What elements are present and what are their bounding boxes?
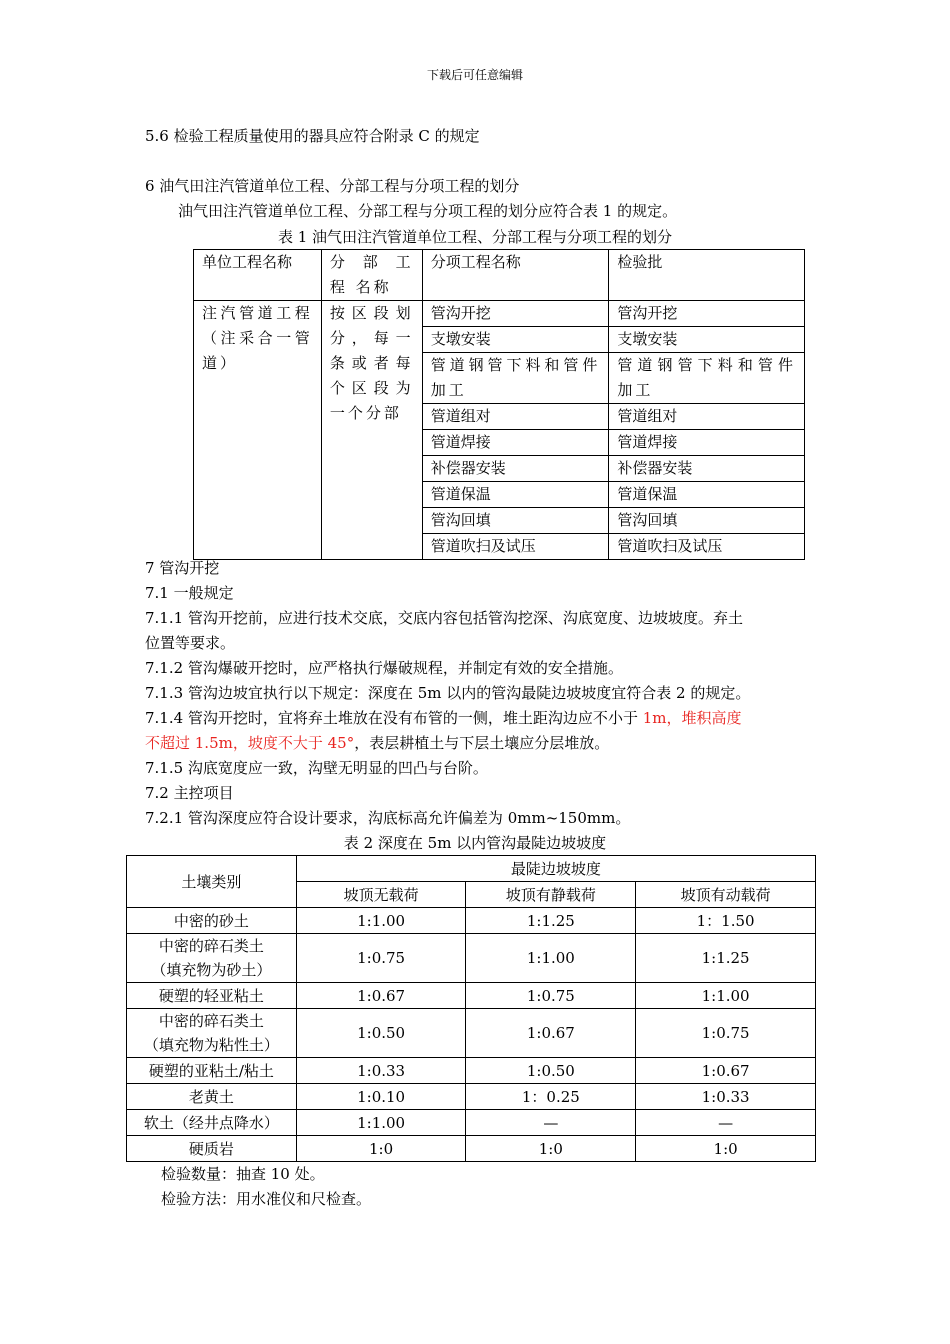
section-6-body: 油气田注汽管道单位工程、分部工程与分项工程的划分应符合表 1 的规定。	[178, 202, 678, 220]
table1-division-cell: 按区段划分，每一条或者每个区段为一个分部	[321, 301, 422, 560]
table1-cell: 支墩安装	[609, 327, 805, 353]
table2-soil-cell	[127, 1136, 297, 1162]
table1-cell: 管道焊接	[609, 430, 805, 456]
section-7-1-4-text-cont: ，表层耕植土与下层土壤应分层堆放。	[354, 734, 610, 752]
table2-header-cell: 坡顶无载荷	[296, 882, 466, 908]
soil-name: 硬质岩	[188, 1139, 234, 1158]
table-row	[127, 1084, 816, 1110]
table1-cell: 管道吹扫及试压	[609, 534, 805, 560]
table2-soil-cell	[127, 1009, 297, 1058]
table2-cell: 1:1.00	[296, 1110, 466, 1136]
table2-cell: 1:1.00	[636, 983, 816, 1009]
soil-name: 软土（经井点降水）	[143, 1113, 279, 1132]
table2-cell: 1:1.25	[466, 908, 636, 934]
table2-cell: 1:0	[296, 1136, 466, 1162]
table2-cell: 1:0.67	[466, 1009, 636, 1058]
table-row	[127, 908, 816, 934]
table1-header-cell: 单位工程名称	[194, 250, 322, 301]
table2-soil-cell	[127, 934, 297, 983]
table-row	[127, 1110, 816, 1136]
section-7-1-2: 7.1.2 管沟爆破开挖时，应严格执行爆破规程，并制定有效的安全措施。	[145, 659, 623, 677]
table2-cell: 1:0	[636, 1136, 816, 1162]
table2-cell: 1：0.25	[466, 1084, 636, 1110]
table-row	[127, 1009, 816, 1058]
soil-name: 中密的碎石类土	[158, 937, 264, 955]
table1-unit-cell: 注汽管道工程（注采合一管道）	[194, 301, 322, 560]
table2-cell: 1:0.33	[636, 1084, 816, 1110]
soil-name: 中密的砂土	[173, 911, 249, 930]
section-7-1-5: 7.1.5 沟底宽度应一致，沟壁无明显的凹凸与台阶。	[145, 759, 488, 777]
table2-header-row	[127, 856, 816, 882]
table1-caption: 表 1 油气田注汽管道单位工程、分部工程与分项工程的划分	[277, 228, 673, 246]
table2-cell: 1:1.00	[296, 908, 466, 934]
section-5-6: 5.6 检验工程质量使用的器具应符合附录 C 的规定	[145, 127, 480, 145]
table2-cell: 1:0.67	[296, 983, 466, 1009]
section-7-2-1: 7.2.1 管沟深度应符合设计要求，沟底标高允许偏差为 0mm~150mm。	[145, 809, 631, 827]
section-7-1-1-cont: 位置等要求。	[145, 634, 236, 652]
section-7-1-4-highlight-cont: 不超过 1.5m，坡度不大于 45°	[145, 734, 355, 752]
table2-header-cell: 坡顶有静载荷	[466, 882, 636, 908]
table1-cell: 补偿器安装	[422, 456, 609, 482]
table2-soil-cell	[127, 1084, 297, 1110]
section-7-1-4-highlight: 1m，堆积高度	[642, 709, 742, 727]
table2-header-cell: 坡顶有动载荷	[636, 882, 816, 908]
table1-header-cell: 分项工程名称	[422, 250, 609, 301]
table2-cell: 1:0.67	[636, 1058, 816, 1084]
table2-cell: 1:0.75	[636, 1009, 816, 1058]
table2-cell: 1：1.50	[636, 908, 816, 934]
table-row	[127, 983, 816, 1009]
table1-cell: 管道钢管下料和管件加工	[422, 353, 609, 404]
table1-cell: 管沟开挖	[609, 301, 805, 327]
table-row	[127, 1136, 816, 1162]
table2-soil-cell	[127, 908, 297, 934]
table1-cell: 管道焊接	[422, 430, 609, 456]
inspection-method: 检验方法：用水准仪和尺检查。	[161, 1190, 372, 1208]
section-7-1-4-text: 7.1.4 管沟开挖时，宜将弃土堆放在没有布管的一侧，堆土距沟边应不小于	[145, 709, 643, 727]
table1-header-row	[194, 250, 805, 301]
table1-cell: 管道组对	[609, 404, 805, 430]
table2	[126, 855, 816, 1162]
table2-group-header: 最陡边坡坡度	[296, 856, 815, 882]
table2-cell: 1:0.75	[466, 983, 636, 1009]
table2-cell: —	[466, 1110, 636, 1136]
table1-cell: 管道吹扫及试压	[422, 534, 609, 560]
section-7-1-4	[145, 706, 742, 731]
table1-cell: 管沟开挖	[422, 301, 609, 327]
table1-cell: 管道钢管下料和管件加工	[609, 353, 805, 404]
table1-header-cell: 检验批	[609, 250, 805, 301]
section-7-1: 7.1 一般规定	[145, 584, 234, 602]
table2-cell: 1:0.75	[296, 934, 466, 983]
table2-cell: 1:1.25	[636, 934, 816, 983]
table1-cell: 管道保温	[422, 482, 609, 508]
soil-note: （填充物为砂土）	[151, 961, 272, 979]
soil-name: 老黄土	[188, 1087, 234, 1106]
section-7-title: 7 管沟开挖	[145, 559, 220, 577]
table2-soil-cell	[127, 1110, 297, 1136]
table2-cell: 1:1.00	[466, 934, 636, 983]
table2-soil-cell	[127, 1058, 297, 1084]
table1-cell: 管沟回填	[609, 508, 805, 534]
inspection-quantity: 检验数量：抽查 10 处。	[161, 1165, 325, 1183]
section-7-1-1: 7.1.1 管沟开挖前，应进行技术交底，交底内容包括管沟挖深、沟底宽度、边坡坡度。弃土	[145, 609, 743, 627]
table-row	[194, 301, 805, 327]
table2-soil-cell	[127, 983, 297, 1009]
table2-soil-header: 土壤类别	[127, 856, 297, 908]
table2-cell: —	[636, 1110, 816, 1136]
table2-cell: 1:0.10	[296, 1084, 466, 1110]
table2-cell: 1:0.50	[466, 1058, 636, 1084]
table1-cell: 补偿器安装	[609, 456, 805, 482]
soil-name: 中密的碎石类土	[158, 1012, 264, 1030]
table2-cell: 1:0	[466, 1136, 636, 1162]
section-7-1-4-cont	[145, 731, 609, 756]
table2-cell: 1:0.33	[296, 1058, 466, 1084]
table1-cell: 支墩安装	[422, 327, 609, 353]
table2-caption: 表 2 深度在 5m 以内管沟最陡边坡坡度	[343, 834, 607, 852]
table-row	[127, 1058, 816, 1084]
soil-name: 硬塑的轻亚粘土	[158, 986, 264, 1005]
table2-cell: 1:0.50	[296, 1009, 466, 1058]
table1	[193, 249, 805, 560]
table1-cell: 管道保温	[609, 482, 805, 508]
page-header: 下载后可任意编辑	[426, 68, 523, 82]
section-6-title: 6 油气田注汽管道单位工程、分部工程与分项工程的划分	[145, 177, 520, 195]
table-row	[127, 934, 816, 983]
table1-header-cell: 分 部 工 程 名称	[321, 250, 422, 301]
section-7-2: 7.2 主控项目	[145, 784, 234, 802]
soil-note: （填充物为粘性土）	[143, 1036, 279, 1054]
section-7-1-3: 7.1.3 管沟边坡宜执行以下规定：深度在 5m 以内的管沟最陡边坡坡度宜符合表 2 的规定。	[145, 684, 751, 702]
table1-cell: 管沟回填	[422, 508, 609, 534]
soil-name: 硬塑的亚粘土/粘土	[148, 1061, 274, 1080]
table1-cell: 管道组对	[422, 404, 609, 430]
